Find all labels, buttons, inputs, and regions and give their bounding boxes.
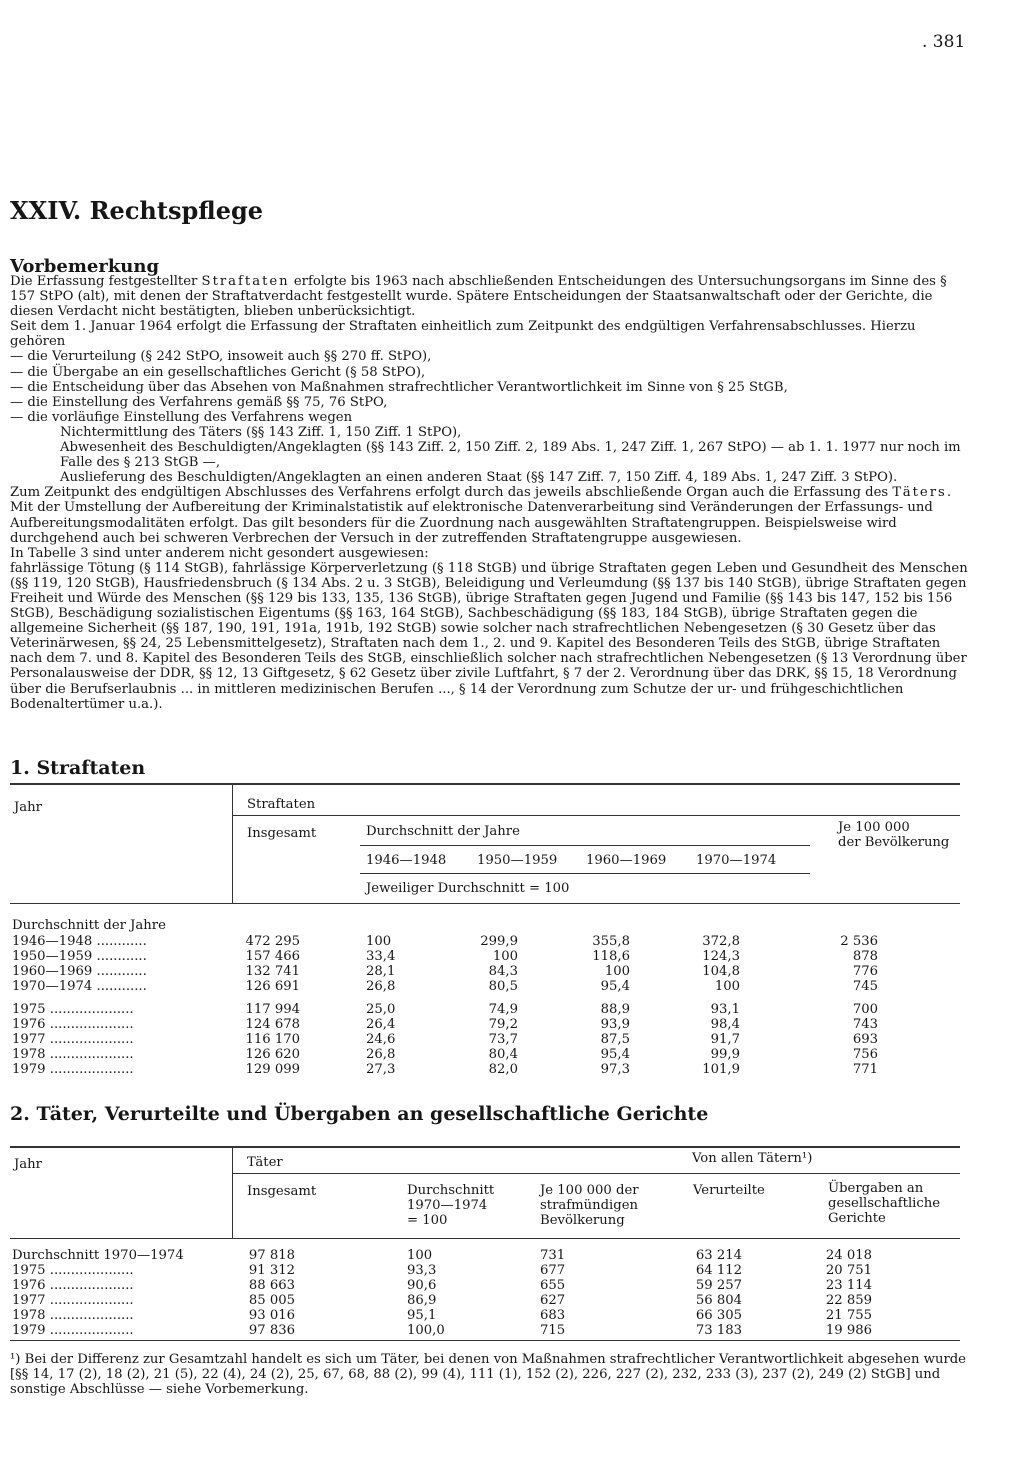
table2-row-insgesamt: 91 312 [248, 1263, 295, 1278]
table1-row-je: 693 [852, 1032, 878, 1047]
table2-row-durchschnitt: 90,6 [407, 1278, 437, 1293]
table2-row-verurteilte: 63 214 [695, 1248, 742, 1263]
table2-header-je-1: Je 100 000 der [540, 1183, 639, 1198]
table1-row-year: 1975 .................... [12, 1002, 134, 1017]
table1-header-insgesamt: Insgesamt [247, 826, 317, 841]
table2-row-insgesamt: 85 005 [248, 1293, 295, 1308]
table2-header-ueb-2: gesellschaftliche [828, 1196, 941, 1211]
table1-header-durchschnitt: Durchschnitt der Jahre [366, 824, 520, 839]
table2-header-von-allen: Von allen Tätern¹) [692, 1151, 813, 1166]
table1-row-p3: 87,5 [600, 1032, 630, 1047]
preamble-text [10, 274, 970, 712]
table1-header-p3: 1960—1969 [586, 853, 667, 868]
table1-row-insgesamt: 126 620 [245, 1047, 300, 1062]
table1-row-insgesamt: 129 099 [245, 1062, 300, 1077]
table1-header-jahr: Jahr [14, 800, 42, 815]
table1-row-p3: 355,8 [592, 934, 630, 949]
table1-row-p1: 100 [366, 934, 392, 949]
table2-row-je: 655 [540, 1278, 566, 1293]
table1-group-label: Durchschnitt der Jahre [12, 918, 166, 933]
table1-row-p4: 93,1 [710, 1002, 740, 1017]
preamble-item-3: — die Entscheidung über das Absehen von Maßnahmen strafrechtlicher Verantwortlichkeit im Sinne von § 25 StGB, [10, 379, 788, 395]
table1-row-year: 1970—1974 ............ [12, 979, 147, 994]
preamble-item-5: — die vorläufige Einstellung des Verfahrens wegen [10, 409, 353, 425]
table2-row-insgesamt: 97 836 [248, 1323, 295, 1338]
table2-row-durchschnitt: 100 [407, 1248, 433, 1263]
table2-title: 2. Täter, Verurteilte und Übergaben an gesellschaftliche Gerichte [10, 1103, 709, 1125]
page-number: . 381 [922, 32, 966, 52]
preamble-para-1 [10, 274, 970, 319]
table2-row-year: 1975 .................... [12, 1263, 134, 1278]
table2-row-durchschnitt: 93,3 [407, 1263, 437, 1278]
table1-row-insgesamt: 472 295 [245, 934, 300, 949]
table2-header-insgesamt: Insgesamt [247, 1184, 317, 1199]
table1-row-p1: 27,3 [366, 1062, 396, 1077]
table2-row-je: 715 [540, 1323, 566, 1338]
table1-row-p4: 100 [714, 979, 740, 994]
table2-row-durchschnitt: 95,1 [407, 1308, 437, 1323]
table1-row-p3: 95,4 [600, 1047, 630, 1062]
table2-row-uebergaben: 20 751 [825, 1263, 872, 1278]
table1-header-p4: 1970—1974 [696, 853, 777, 868]
table1-row-year: 1976 .................... [12, 1017, 134, 1032]
table1-row-insgesamt: 116 170 [245, 1032, 300, 1047]
table1-row-je: 771 [852, 1062, 878, 1077]
table1-header-je: Je 100 000 [838, 820, 910, 835]
para1-text-cont: erfolgte bis 1963 nach abschließenden Entscheidungen des Untersuchungsorgans im Sinne des § 157 StPO (alt), mit denen der Straftatverdacht festgestellt wurde. Spätere Entscheidungen der Staatsanwaltschaft oder der Gerichte, die diesen Verdacht nicht bestätigten, blieben unberücksichtigt. [10, 274, 947, 320]
table1-row-p4: 104,8 [702, 964, 740, 979]
preamble-para-5: In Tabelle 3 sind unter anderem nicht gesondert ausgewiesen: [10, 545, 429, 561]
table1-rule-b [360, 845, 810, 846]
table1-header-p1: 1946—1948 [366, 853, 447, 868]
table2-row-je: 677 [540, 1263, 566, 1278]
table2-row-insgesamt: 88 663 [248, 1278, 295, 1293]
table1-row-p3: 97,3 [600, 1062, 630, 1077]
table2-rule-a [232, 1173, 960, 1174]
table2-header-verurteilte: Verurteilte [693, 1183, 765, 1198]
table2-row-uebergaben: 24 018 [825, 1248, 872, 1263]
table2-row-uebergaben: 19 986 [825, 1323, 872, 1338]
table2-row-je: 731 [540, 1248, 566, 1263]
table2-header-jahr: Jahr [14, 1157, 42, 1172]
table2-header-taeter: Täter [247, 1155, 283, 1170]
table1-row-p2: 80,4 [488, 1047, 518, 1062]
table1-header-base: Jeweiliger Durchschnitt = 100 [366, 881, 570, 896]
table2-row-year: 1976 .................... [12, 1278, 134, 1293]
table1-row-je: 756 [852, 1047, 878, 1062]
table1-row-p4: 98,4 [710, 1017, 740, 1032]
table2-row-uebergaben: 23 114 [825, 1278, 872, 1293]
table1-header-p2: 1950—1959 [477, 853, 558, 868]
table2-row-verurteilte: 66 305 [695, 1308, 742, 1323]
table1-row-p1: 25,0 [366, 1002, 396, 1017]
table2-row-uebergaben: 22 859 [825, 1293, 872, 1308]
table1-row-p4: 124,3 [702, 949, 740, 964]
para1-spaced-term: Straftaten [201, 274, 290, 289]
table1-row-year: 1946—1948 ............ [12, 934, 147, 949]
table2-row-insgesamt: 93 016 [248, 1308, 295, 1323]
table2-top-rule [10, 1146, 960, 1148]
para1-text: Die Erfassung festgestellter [10, 274, 202, 289]
table2-row-year: 1979 .................... [12, 1323, 134, 1338]
table1-row-je: 743 [852, 1017, 878, 1032]
table1-row-p2: 73,7 [488, 1032, 518, 1047]
table1-row-p2: 79,2 [488, 1017, 518, 1032]
table1-row-year: 1979 .................... [12, 1062, 134, 1077]
preamble-para-4: Mit der Umstellung der Aufbereitung der Kriminalstatistik auf elektronische Datenverarbeitung sind Veränderungen der Erfassungs- und Aufbereitungsmodalitäten erfolgt. Das gilt besonders für die Zuordnung nach ausgewählten Straftatengruppen. Beispielsweise wird durchgehend auch bei schweren Verbrechen der Versuch in der zutreffenden Straftatengruppe ausgewiesen. [10, 500, 933, 546]
table1-row-je: 878 [852, 949, 878, 964]
table1-row-p2: 74,9 [488, 1002, 518, 1017]
para3-spaced-term: Täters [892, 485, 947, 501]
table1-row-p1: 33,4 [366, 949, 396, 964]
table1-rule-a [232, 815, 960, 816]
table1-row-p2: 82,0 [488, 1062, 518, 1077]
footnote-rule [10, 1340, 960, 1341]
table1-row-je: 2 536 [840, 934, 878, 949]
table1-row-p4: 372,8 [702, 934, 740, 949]
table2-row-durchschnitt: 100,0 [407, 1323, 445, 1338]
preamble-sub-1: Nichtermittlung des Täters (§§ 143 Ziff. 1, 150 Ziff. 1 StPO), [60, 424, 462, 440]
preamble-para-2: Seit dem 1. Januar 1964 erfolgt die Erfassung der Straftaten einheitlich zum Zeitpunkt des endgültigen Verfahrensabschlusses. Hierzu gehören [10, 319, 916, 350]
table1-row-p3: 118,6 [592, 949, 630, 964]
table1-row-p4: 99,9 [710, 1047, 740, 1062]
preamble-item-1: — die Verurteilung (§ 242 StPO, insoweit auch §§ 270 ff. StPO), [10, 349, 432, 365]
table2-vrule [232, 1148, 233, 1238]
table2-header-ueb-3: Gerichte [828, 1211, 886, 1226]
table1-row-je: 700 [852, 1002, 878, 1017]
chapter-title: XXIV. Rechtspflege [10, 196, 264, 225]
table1-row-insgesamt: 117 994 [245, 1002, 300, 1017]
table1-vrule [232, 785, 233, 903]
table2-row-verurteilte: 64 112 [695, 1263, 742, 1278]
table2-row-year: 1977 .................... [12, 1293, 134, 1308]
table2-row-verurteilte: 73 183 [695, 1323, 742, 1338]
table1-header-je-2: der Bevölkerung [838, 835, 950, 850]
table1-row-insgesamt: 157 466 [245, 949, 300, 964]
table1-row-year: 1978 .................... [12, 1047, 134, 1062]
para3-text: Zum Zeitpunkt des endgültigen Abschlusses des Verfahrens erfolgt durch das jeweils abschließende Organ auch die Erfassung des [10, 485, 893, 501]
table1-row-p1: 24,6 [366, 1032, 396, 1047]
table2-header-bottom [10, 1238, 960, 1239]
table1-row-insgesamt: 126 691 [245, 979, 300, 994]
table1-title: 1. Straftaten [10, 757, 146, 779]
table1-row-year: 1977 .................... [12, 1032, 134, 1047]
table1-row-p4: 91,7 [710, 1032, 740, 1047]
table1-row-p1: 26,8 [366, 1047, 396, 1062]
preamble-heading: Vorbemerkung [10, 256, 160, 277]
preamble-para-6: fahrlässige Tötung (§ 114 StGB), fahrlässige Körperverletzung (§ 118 StGB) und übrige Straftaten gegen Leben und Gesundheit des Menschen (§§ 119, 120 StGB), Hausfriedensbruch (§ 134 Abs. 2 u. 3 StGB), Beleidigung und Verleumdung (§§ 137 bis 140 StGB), übrige Straftaten gegen Freiheit und Würde des Menschen (§§ 129 bis 133, 135, 136 StGB), übrige Straftaten gegen Jugend und Familie (§§ 143 bis 147, 152 bis 156 StGB), Beschädigung sozialistischen Eigentums (§§ 163, 164 StGB), Sachbeschädigung (§§ 183, 184 StGB), übrige Straftaten gegen die allgemeine Sicherheit (§§ 187, 190, 191, 191a, 191b, 192 StGB) sowie solcher nach strafrechtlichen Nebengesetzen (§ 30 Gesetz über das Veterinärwesen, §§ 24, 25 Lebensmittelgesetz), Straftaten nach dem 1., 2. und 9. Kapitel des Besonderen Teils des StGB, übrige Straftaten nach dem 7. und 8. Kapitel des Besonderen Teils des StGB, einschließlich solcher nach strafrechtlichen Nebengesetzen (§ 13 Verordnung über Personalausweise der DDR, §§ 12, 13 Giftgesetz, § 62 Gesetz über zivile Luftfahrt, § 7 der 2. Verordnung über das DRK, §§ 15, 18 Verordnung über die Berufserlaubnis ... in mittleren medizinischen Berufen ..., § 14 der Verordnung zum Schutze der ur- und frühgeschichtlichen Bodenaltertümer u.a.). [10, 560, 968, 712]
table2-header-je-3: Bevölkerung [540, 1213, 625, 1228]
preamble-item-4: — die Einstellung des Verfahrens gemäß §§ 75, 76 StPO, [10, 394, 388, 410]
table1-rule-c [360, 873, 810, 874]
table2-row-je: 683 [540, 1308, 566, 1323]
preamble-item-2: — die Übergabe an ein gesellschaftliches Gericht (§ 58 StPO), [10, 364, 426, 380]
table2-header-je-2: strafmündigen [540, 1198, 639, 1213]
table1-top-rule [10, 783, 960, 785]
table2-row-year: Durchschnitt 1970—1974 [12, 1248, 184, 1263]
table1-row-insgesamt: 124 678 [245, 1017, 300, 1032]
table1-row-insgesamt: 132 741 [245, 964, 300, 979]
table1-row-p2: 84,3 [488, 964, 518, 979]
preamble-sub-2: Abwesenheit des Beschuldigten/Angeklagten (§§ 143 Ziff. 2, 150 Ziff. 2, 189 Abs. 1, 247 Ziff. 1, 267 StPO) — ab 1. 1. 1977 nur noch im Falle des § 213 StGB —, [60, 440, 961, 471]
table1-row-year: 1950—1959 ............ [12, 949, 147, 964]
para3-text-cont: . [946, 485, 952, 501]
table1-row-p2: 100 [492, 949, 518, 964]
table1-row-p3: 93,9 [600, 1017, 630, 1032]
table2-header-ueb-1: Übergaben an [828, 1181, 924, 1196]
table1-row-year: 1960—1969 ............ [12, 964, 147, 979]
table2-row-insgesamt: 97 818 [248, 1248, 295, 1263]
table1-row-p1: 26,8 [366, 979, 396, 994]
table2-row-verurteilte: 56 804 [695, 1293, 742, 1308]
table1-row-p1: 28,1 [366, 964, 396, 979]
table2-row-je: 627 [540, 1293, 566, 1308]
table1-row-je: 745 [852, 979, 878, 994]
footnote: ¹) Bei der Differenz zur Gesamtzahl handelt es sich um Täter, bei denen von Maßnahmen strafrechtlicher Verantwortlichkeit abgesehen wurde [§§ 14, 17 (2), 18 (2), 21 (5), 22 (4), 24 (2), 25, 67, 68, 88 (2), 99 (4), 111 (1), 152 (2), 226, 227 (2), 232, 233 (3), 237 (2), 249 (2) StGB] und sonstige Abschlüsse — siehe Vorbemerkung. [10, 1352, 966, 1398]
table1-row-p3: 95,4 [600, 979, 630, 994]
table1-header-straftaten: Straftaten [247, 797, 316, 812]
table1-row-p4: 101,9 [702, 1062, 740, 1077]
preamble-para-3 [10, 485, 970, 500]
table2-row-durchschnitt: 86,9 [407, 1293, 437, 1308]
table2-header-durch-2: 1970—1974 [407, 1198, 488, 1213]
table1-row-je: 776 [852, 964, 878, 979]
preamble-sub-3: Auslieferung des Beschuldigten/Angeklagten an einen anderen Staat (§§ 147 Ziff. 7, 150 Ziff. 4, 189 Abs. 1, 247 Ziff. 3 StPO). [60, 470, 898, 486]
table1-row-p2: 80,5 [488, 979, 518, 994]
table2-row-verurteilte: 59 257 [695, 1278, 742, 1293]
table1-row-p2: 299,9 [480, 934, 518, 949]
table1-row-p3: 100 [604, 964, 630, 979]
table2-row-year: 1978 .................... [12, 1308, 134, 1323]
table1-row-p3: 88,9 [600, 1002, 630, 1017]
table1-header-bottom [10, 903, 960, 904]
table2-header-durch-1: Durchschnitt [407, 1183, 495, 1198]
table1-row-p1: 26,4 [366, 1017, 396, 1032]
table2-header-durch-3: = 100 [407, 1213, 448, 1228]
table2-row-uebergaben: 21 755 [825, 1308, 872, 1323]
